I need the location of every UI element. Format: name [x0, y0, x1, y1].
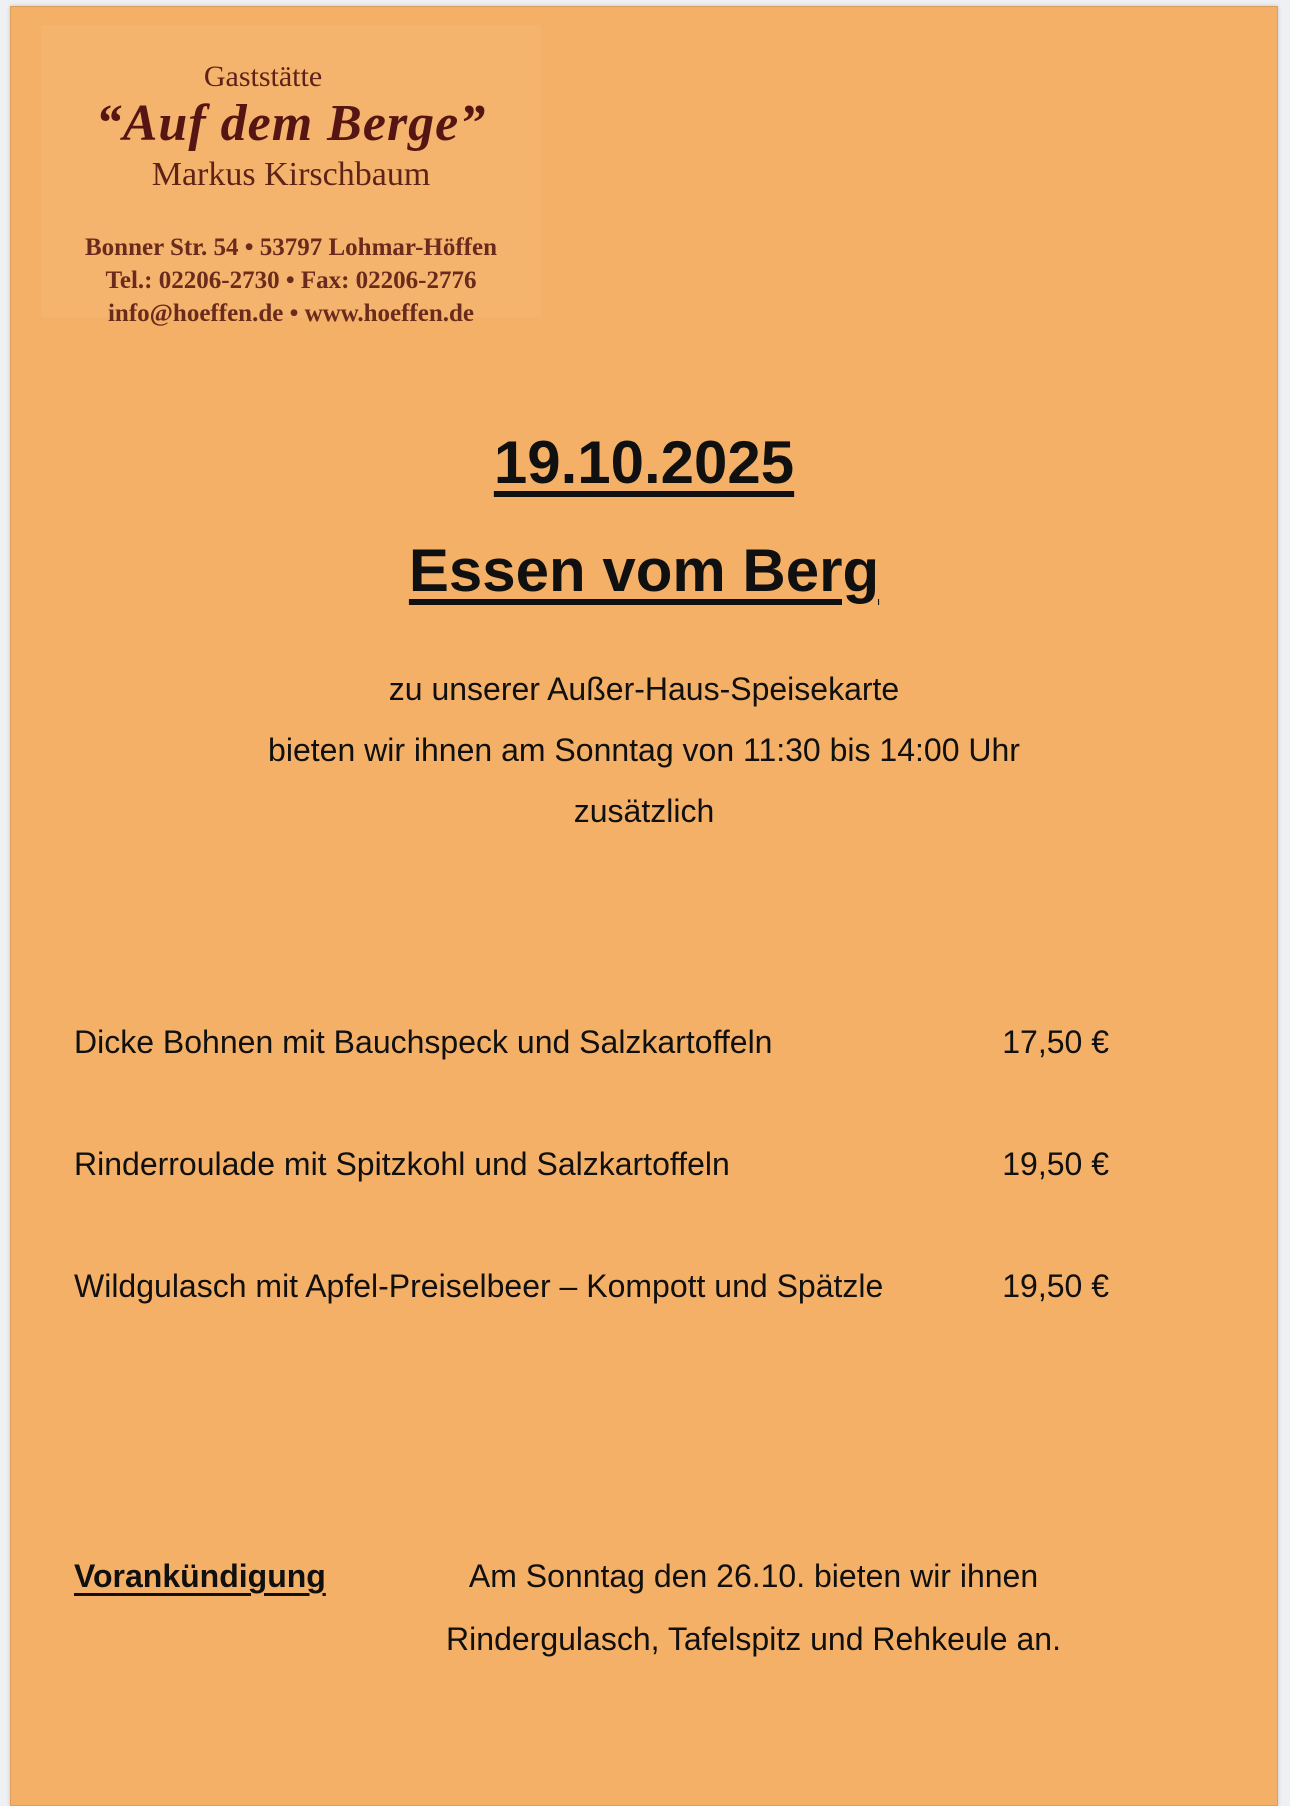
announcement-line-1: Am Sonntag den 26.10. bieten wir ihnen [468, 1558, 1039, 1594]
menu-list [11, 1020, 1277, 1386]
announcement-label: Vorankündigung [74, 1558, 326, 1594]
phone-fax-line: Tel.: 02206-2730 • Fax: 02206-2776 [105, 267, 477, 294]
menu-flyer-page [10, 6, 1278, 1806]
menu-item-row [11, 1020, 1277, 1064]
owner-name: Markus Kirschbaum [151, 156, 431, 193]
dish-price: 17,50 € [1002, 1024, 1109, 1060]
letterhead-establishment-type: Gaststätte [203, 60, 323, 93]
heading-block [11, 427, 1277, 607]
dish-name: Wildgulasch mit Apfel-Preiselbeer – Kompott und Spätzle [74, 1268, 884, 1304]
dish-price: 19,50 € [1002, 1146, 1109, 1182]
menu-date-heading: 19.10.2025 [493, 429, 795, 496]
intro-line-3: zusätzlich [573, 793, 715, 829]
dish-name: Dicke Bohnen mit Bauchspeck und Salzkartoffeln [74, 1024, 773, 1060]
contact-block [41, 231, 541, 330]
dish-name: Rinderroulade mit Spitzkohl und Salzkartoffeln [74, 1146, 730, 1182]
menu-title-heading: Essen vom Berg [408, 537, 880, 604]
intro-paragraph [11, 659, 1277, 842]
address-line: Bonner Str. 54 • 53797 Lohmar-Höffen [85, 234, 497, 261]
restaurant-name: “Auf dem Berge” [95, 95, 487, 152]
intro-line-1: zu unserer Außer-Haus-Speisekarte [388, 671, 900, 707]
menu-item-row [11, 1142, 1277, 1186]
email-web-line: info@hoeffen.de • www.hoeffen.de [107, 300, 474, 327]
dish-price: 19,50 € [1002, 1268, 1109, 1304]
announcement-text [381, 1545, 1126, 1671]
menu-item-row [11, 1264, 1277, 1308]
letterhead [41, 25, 541, 327]
intro-line-2: bieten wir ihnen am Sonntag von 11:30 bis 14:00 Uhr [268, 732, 1020, 768]
announcement-line-2: Rindergulasch, Tafelspitz und Rehkeule an. [446, 1621, 1061, 1657]
